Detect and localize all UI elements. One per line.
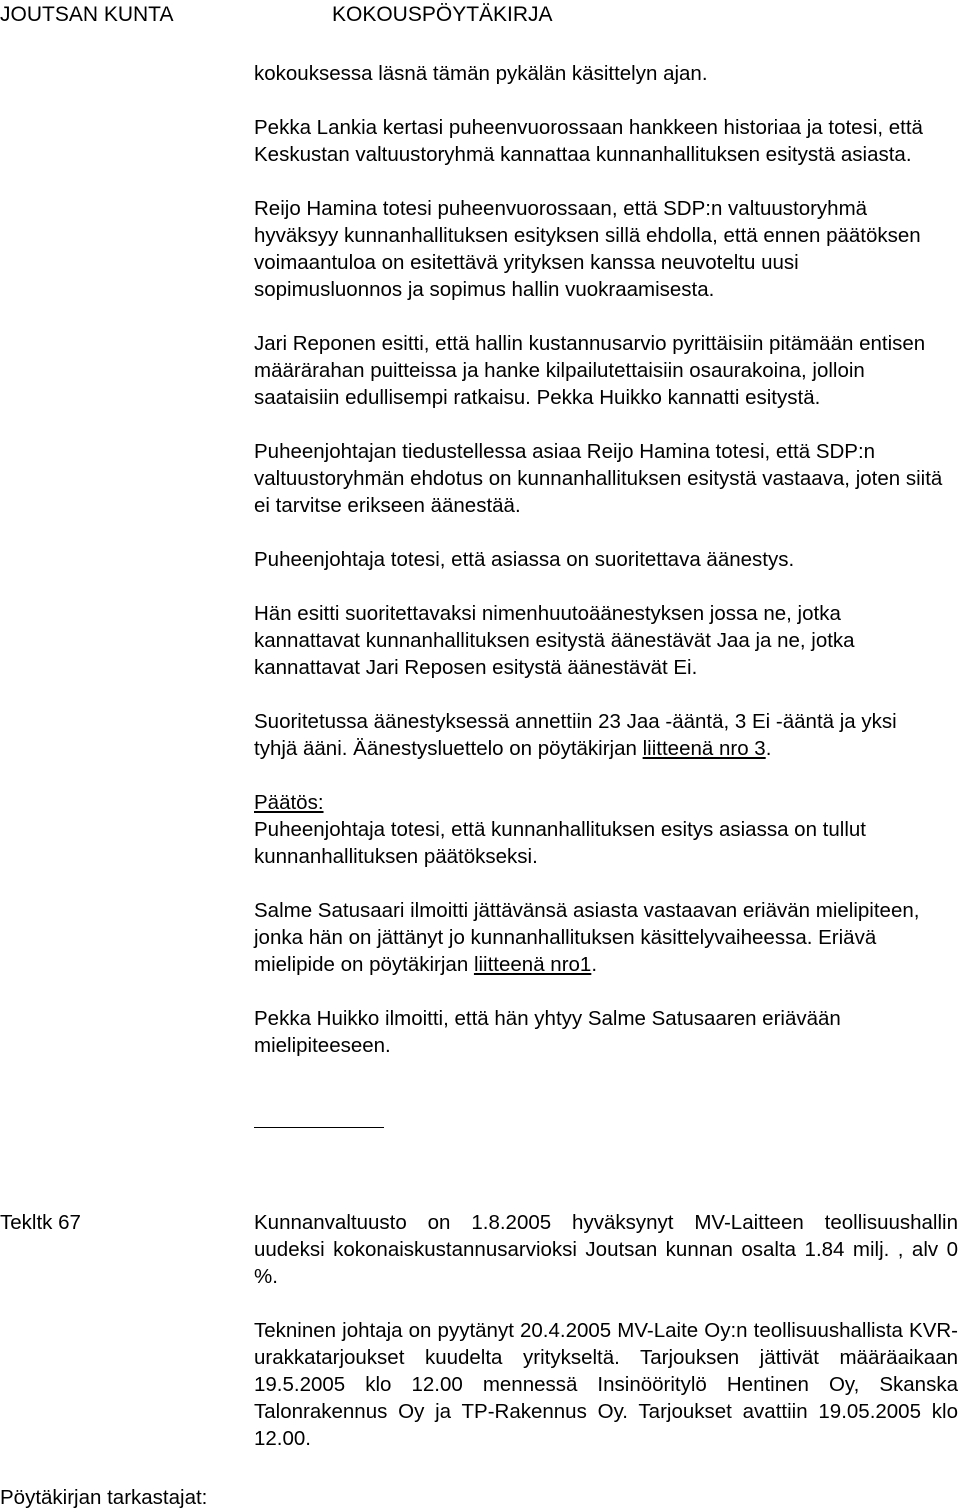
page-header [0, 1, 960, 29]
dissent-end: . [591, 953, 598, 976]
section-spacer [254, 1290, 958, 1317]
section-label: Tekltk 67 [0, 1211, 81, 1234]
section-paragraph-2: Tekninen johtaja on pyytänyt 20.4.2005 MV-Laite Oy:n teollisuushallista KVR-urakkatarjoukset kuudelta yritykseltä. Tarjouksen jättivät määräaikaan 19.5.2005 klo 12.00 mennessä Insinööritylö Hentinen Oy, Skanska Talonrakennus Oy ja TP-Rakennus Oy. Tarjoukset avattiin 19.05.2005 klo 12.00. [254, 1319, 958, 1450]
paragraph-huikko-joins: Pekka Huikko ilmoitti, että hän yhtyy Salme Satusaaren eriävään mielipiteeseen. [254, 1007, 841, 1057]
section-body [254, 1209, 958, 1452]
vote-result-end: . [765, 737, 772, 760]
section-end-rule [254, 1127, 384, 1128]
paragraph-vote-required: Puheenjohtaja totesi, että asiassa on suoritettava äänestys. [254, 548, 795, 571]
paragraph-roll-call: Hän esitti suoritettavaksi nimenhuutoäänestyksen jossa ne, jotka kannattavat kunnanhallituksen esitystä äänestävät Jaa ja ne, jotka kannattavat Jari Reposen esitystä äänestävät Ei. [254, 602, 855, 679]
paragraph-vote-result [254, 708, 944, 762]
decision-heading: Päätös: [254, 791, 324, 814]
document-type: KOKOUSPÖYTÄKIRJA [332, 3, 553, 26]
vote-result-text: Suoritetussa äänestyksessä annettiin 23 Jaa -ääntä, 3 Ei -ääntä ja yksi tyhjä ääni. Äänestysluettelo on pöytäkirjan [254, 710, 897, 760]
paragraph-hamina: Reijo Hamina totesi puheenvuorossaan, että SDP:n valtuustoryhmä hyväksyy kunnanhallituksen esityksen sillä ehdolla, että ennen päätöksen voimaantuloa on esitettävä yrityksen kanssa neuvoteltu uusi sopimusluonnos ja sopimus hallin vuokraamisesta. [254, 197, 921, 301]
attachment-1-link[interactable]: liitteenä nro1 [473, 953, 592, 976]
section-paragraph-1: Kunnanvaltuusto on 1.8.2005 hyväksynyt MV-Laitteen teollisuushallin uudeksi kokonaiskustannusarvioksi Joutsan kunnan osalta 1.84 milj. , alv 0 %. [254, 1211, 958, 1288]
attachment-3-link[interactable]: liitteenä nro 3 [642, 737, 766, 760]
paragraph-reponen: Jari Reponen esitti, että hallin kustannusarvio pyrittäisiin pitämään entisen määrärahan puitteissa ja hanke kilpailutettaisiin osaurakoina, jolloin saataisiin edullisempi ratkaisu. Pekka Huikko kannatti esitystä. [254, 332, 926, 409]
municipality-name: JOUTSAN KUNTA [0, 3, 174, 26]
reviewers-label: Pöytäkirjan tarkastajat: [0, 1486, 208, 1509]
paragraph-attendance: kokouksessa läsnä tämän pykälän käsittelyn ajan. [254, 62, 708, 85]
paragraph-decision: Puheenjohtaja totesi, että kunnanhallituksen esitys asiassa on tullut kunnanhallituksen päätökseksi. [254, 818, 866, 868]
paragraph-lankia: Pekka Lankia kertasi puheenvuorossaan hankkeen historiaa ja totesi, että Keskustan valtuustoryhmä kannattaa kunnanhallituksen esitystä asiasta. [254, 116, 923, 166]
minutes-body [254, 60, 944, 1086]
decision-label [254, 789, 944, 816]
dissent-text: Salme Satusaari ilmoitti jättävänsä asiasta vastaavan eriävän mielipiteen, jonka hän on jättänyt jo kunnanhallituksen käsittelyvaiheessa. Eriävä mielipide on pöytäkirjan [254, 899, 920, 976]
paragraph-chair-inquiry: Puheenjohtajan tiedustellessa asiaa Reijo Hamina totesi, että SDP:n valtuustoryhmän ehdotus on kunnanhallituksen esitystä vastaava, joten siitä ei tarvitse erikseen äänestää. [254, 440, 943, 517]
paragraph-dissent [254, 897, 944, 978]
